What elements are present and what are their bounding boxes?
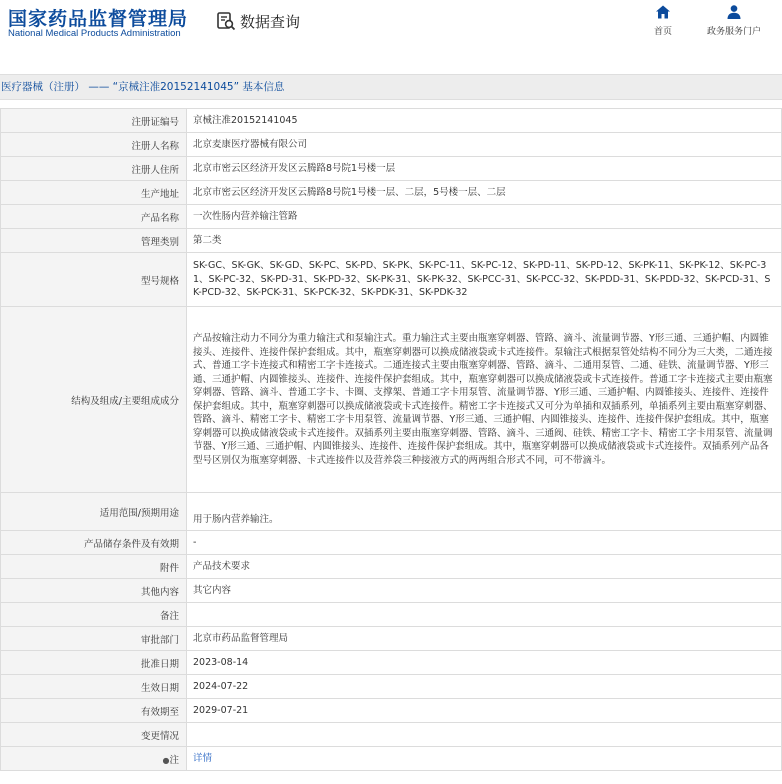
nav-home[interactable] [650,4,676,37]
table-row [1,675,782,699]
site-logo-cn[interactable]: 国家药品监督管理局 [8,8,189,30]
location-pin-icon: ● [162,755,170,765]
site-logo-en: National Medical Products Administration [8,28,181,39]
table-row [1,133,782,157]
table-row [1,205,782,229]
user-icon [726,4,742,20]
row-label: 其他内容 [1,579,187,603]
table-row [1,493,782,531]
table-row [1,181,782,205]
row-label-note [1,747,187,771]
row-label: 型号规格 [1,253,187,307]
row-value: 京械注准20152141045 [187,109,782,133]
row-label: 备注 [1,603,187,627]
row-value: 2024-07-22 [187,675,782,699]
table-row [1,651,782,675]
site-header [0,0,782,56]
home-icon [655,4,671,20]
row-label: 注册人名称 [1,133,187,157]
table-row [1,627,782,651]
row-value [187,747,782,771]
table-row [1,699,782,723]
row-value: 北京市药品监督管理局 [187,627,782,651]
table-row [1,579,782,603]
table-row [1,229,782,253]
row-label: 结构及组成/主要组成成分 [1,307,187,493]
data-query-label: 数据查询 [240,12,301,31]
search-document-icon [216,11,236,31]
row-value: 产品技术要求 [187,555,782,579]
row-label: 审批部门 [1,627,187,651]
note-label: 注 [169,754,179,766]
data-query-link[interactable] [216,9,300,33]
table-row [1,723,782,747]
breadcrumb: 医疗器械（注册） —— “京械注准20152141045” 基本信息 [0,74,782,100]
row-value: 北京市密云区经济开发区云腾路8号院1号楼一层、二层，5号楼一层、二层 [187,181,782,205]
row-value: 北京麦康医疗器械有限公司 [187,133,782,157]
row-value [187,723,782,747]
detail-link[interactable]: 详情 [193,752,213,764]
row-value: 一次性肠内营养输注管路 [187,205,782,229]
nav-gov-label: 政务服务门户 [706,27,761,37]
row-value: 北京市密云区经济开发区云腾路8号院1号楼一层 [187,157,782,181]
table-row [1,157,782,181]
row-label: 变更情况 [1,723,187,747]
row-label: 生效日期 [1,675,187,699]
row-value [187,603,782,627]
nav-gov-portal[interactable] [702,4,766,37]
row-value: 第二类 [187,229,782,253]
row-value: 2029-07-21 [187,699,782,723]
table-row [1,747,782,771]
nav-home-label: 首页 [653,27,672,37]
row-label: 附件 [1,555,187,579]
row-value: 其它内容 [187,579,782,603]
row-value: SK-GC、SK-GK、SK-GD、SK-PC、SK-PD、SK-PK、SK-PC-11、SK-PC-12、SK-PD-11、SK-PD-12、SK-PK-11、SK-PK-12、SK-PC-31、SK-PC-32、SK-PD-31、SK-PD-32、SK-PK-31、SK-PK-32、SK-PCC-31、SK-PCC-32、SK-PDD-31、SK-PDD-32、SK-PCD-31、SK-PCD-32、SK-PCK-31、SK-PCK-32、SK-PDK-31、SK-PDK-32 [187,253,782,307]
registration-info-table [0,108,782,771]
table-row [1,307,782,493]
row-label: 批准日期 [1,651,187,675]
table-row [1,603,782,627]
row-label: 注册证编号 [1,109,187,133]
row-value: 用于肠内营养输注。 [187,493,782,531]
row-label: 适用范围/预期用途 [1,493,187,531]
table-row [1,109,782,133]
row-label: 产品储存条件及有效期 [1,531,187,555]
row-value: - [187,531,782,555]
row-label: 生产地址 [1,181,187,205]
row-label: 注册人住所 [1,157,187,181]
row-value: 产品按输注动力不同分为重力输注式和泵输注式。重力输注式主要由瓶塞穿刺器、管路、滴斗、流量调节器、Y形三通、三通护帽、内圆锥接头、连接件、连接件保护套组成。其中，瓶塞穿刺器可以换成储液袋或卡式连接件。泵输注式根据泵管处结构不同分为三大类，二通连接式、普通工字卡连接式和精密工字卡连接式。二通连接式主要由瓶塞穿刺器、管路、滴斗、二通用泵管、二通、硅铁、流量调节器、Y形三通、三通护帽、内圆锥接头、连接件、连接件保护套组成。其中，瓶塞穿刺器可以换成储液袋或卡式连接件。普通工字卡连接式主要由瓶塞穿刺器、管路、滴斗、普通工字卡、卡圈、支撑架、普通工字卡用泵管、流量调节器、Y形三通、三通护帽、内圆锥接头、连接件、连接件保护套组成。其中，瓶塞穿刺器可以换成储液袋或卡式连接件。精密工字卡连接式又可分为单插和双插系列，单插系列主要由瓶塞穿刺器、管路、滴斗、精密工字卡、精密工字卡用泵管、流量调节器、Y形三通、三通护帽、内圆锥接头、连接件、连接件保护套组成。其中，瓶塞穿刺器可以换成储液袋或卡式连接件。双插系列主要由瓶塞穿刺器、管路、滴斗、三通阀、硅铁、精密工字卡、精密工字卡用泵管、流量调节器、Y形三通、三通护帽、内圆锥接头、连接件、连接件保护套组成。其中，瓶塞穿刺器可以换成储液袋或卡式连接件。双插系列产品各型号区别仅为瓶塞穿刺器、卡式连接件以及营养袋三种接液方式的两两组合形式不同，可不带滴斗。 [187,307,782,493]
row-label: 有效期至 [1,699,187,723]
table-row [1,555,782,579]
table-row [1,531,782,555]
table-row [1,253,782,307]
row-label: 管理类别 [1,229,187,253]
row-value: 2023-08-14 [187,651,782,675]
row-label: 产品名称 [1,205,187,229]
